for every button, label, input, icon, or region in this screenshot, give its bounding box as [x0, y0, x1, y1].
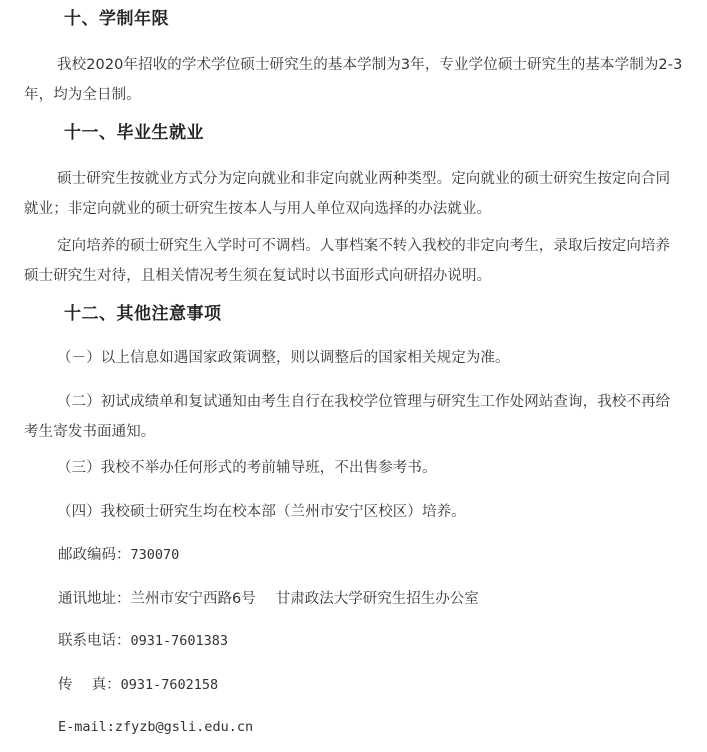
email-value[interactable]: zfyzb@gsli.edu.cn — [114, 719, 254, 735]
postcode-label: 邮政编码： — [58, 547, 131, 563]
contact-fax — [58, 674, 218, 696]
note-item-2: （二）初试成绩单和复试通知由考生自行在我校学位管理与研究生工作处网站查询，我校不再给考生寄发书面通知。 — [24, 394, 671, 440]
phone-value: 0931-7601383 — [130, 633, 229, 649]
note-item-3: （三）我校不举办任何形式的考前辅导班，不出售参考书。 — [57, 460, 437, 476]
note-item-4: （四）我校硕士研究生均在校本部（兰州市安宁区校区）培养。 — [57, 504, 466, 520]
paragraph-duration: 我校2020年招收的学术学位硕士研究生的基本学制为3年，专业学位硕士研究生的基本学制为2-3年，均为全日制。 — [24, 57, 683, 103]
section-heading-employment: 十一、毕业生就业 — [64, 123, 204, 143]
note-item-1: （－）以上信息如遇国家政策调整，则以调整后的国家相关规定为准。 — [57, 350, 510, 366]
office-name: 甘肃政法大学研究生招生办公室 — [275, 591, 479, 607]
fax-label: 传 真： — [58, 677, 121, 693]
contact-phone — [58, 630, 228, 652]
address-value: 兰州市安宁西路6号 — [130, 591, 256, 607]
phone-label: 联系电话： — [58, 633, 131, 649]
fax-value: 0931-7602158 — [120, 677, 219, 693]
contact-address — [58, 588, 479, 610]
paragraph-directed-training: 定向培养的硕士研究生入学时可不调档。人事档案不转入我校的非定向考生，录取后按定向培养硕士研究生对待，且相关情况考生须在复试时以书面形式向研招办说明。 — [24, 238, 671, 284]
section-heading-notes: 十二、其他注意事项 — [64, 304, 222, 324]
email-label: E-mail: — [58, 719, 115, 735]
contact-postcode — [58, 544, 179, 566]
section-heading-duration: 十、学制年限 — [64, 9, 169, 29]
contact-email — [58, 716, 253, 738]
postcode-value: 730070 — [130, 547, 180, 563]
paragraph-employment-types: 硕士研究生按就业方式分为定向就业和非定向就业两种类型。定向就业的硕士研究生按定向合同就业；非定向就业的硕士研究生按本人与用人单位双向选择的办法就业。 — [24, 171, 671, 217]
address-label: 通讯地址： — [58, 591, 131, 607]
